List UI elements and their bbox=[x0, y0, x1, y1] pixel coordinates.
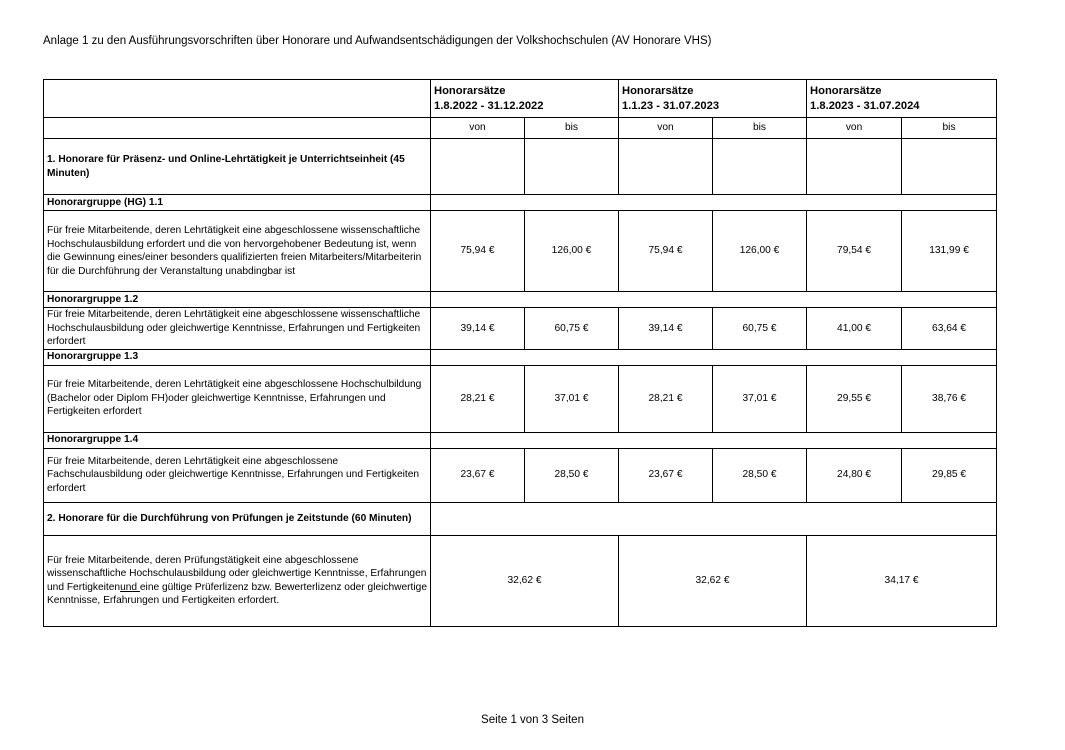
page-footer: Seite 1 von 3 Seiten bbox=[481, 714, 584, 726]
value-cell: 28,50 € bbox=[525, 448, 619, 502]
value-cell: 126,00 € bbox=[713, 211, 807, 292]
empty-cell bbox=[902, 139, 997, 195]
group-heading-row bbox=[44, 432, 997, 448]
value-cell: 23,67 € bbox=[619, 448, 713, 502]
empty-cell bbox=[713, 139, 807, 195]
period-2-range: 1.1.23 - 31.07.2023 bbox=[622, 99, 720, 112]
col-bis-2: bis bbox=[713, 118, 807, 139]
period-1-label: Honorarsätze bbox=[434, 85, 506, 97]
group-description: Für freie Mitarbeitende, deren Lehrtätigkeit eine abgeschlossene wissenschaftliche Hochschulausbildung oder gleichwertige Kenntnisse, Erfahrungen und Fertigkeiten erfordert bbox=[44, 308, 431, 350]
value-cell: 79,54 € bbox=[807, 211, 902, 292]
group-heading-row bbox=[44, 349, 997, 365]
value-cell: 28,21 € bbox=[431, 365, 525, 432]
group-values-row bbox=[44, 308, 997, 350]
value-cell: 23,67 € bbox=[431, 448, 525, 502]
document-title: Anlage 1 zu den Ausführungsvorschriften über Honorare und Aufwandsentschädigungen der Volkshochschulen (AV Honorare VHS) bbox=[43, 35, 712, 47]
section-1-title: 1. Honorare für Präsenz- und Online-Lehrtätigkeit je Unterrichtseinheit (45 Minuten) bbox=[44, 139, 431, 195]
value-cell: 63,64 € bbox=[902, 308, 997, 350]
empty-cell bbox=[525, 139, 619, 195]
header-empty-cell bbox=[44, 80, 431, 118]
period-header-2 bbox=[619, 80, 807, 118]
value-cell: 39,14 € bbox=[431, 308, 525, 350]
group-heading-row bbox=[44, 195, 997, 211]
value-cell: 75,94 € bbox=[619, 211, 713, 292]
empty-cell bbox=[431, 502, 997, 535]
period-header-row bbox=[44, 80, 997, 118]
col-bis-1: bis bbox=[525, 118, 619, 139]
empty-cell bbox=[807, 139, 902, 195]
empty-cell bbox=[431, 139, 525, 195]
value-cell: 60,75 € bbox=[525, 308, 619, 350]
group-heading-row bbox=[44, 292, 997, 308]
value-cell: 29,55 € bbox=[807, 365, 902, 432]
value-cell: 24,80 € bbox=[807, 448, 902, 502]
section-2-title: 2. Honorare für die Durchführung von Prüfungen je Zeitstunde (60 Minuten) bbox=[44, 502, 431, 535]
group-description: Für freie Mitarbeitende, deren Lehrtätigkeit eine abgeschlossene Hochschulbildung (Bachelor oder Diplom FH)oder gleichwertige Kenntnisse, Erfahrungen und Fertigkeiten erfordert bbox=[44, 365, 431, 432]
section-1-row bbox=[44, 139, 997, 195]
desc-part: eine gültige Prüferlizenz bzw. Bewerterlizenz oder gleichwertige Kenntnisse, Erfahrungen und Fertigkeiten erfordert. bbox=[47, 581, 427, 606]
group-values-row bbox=[44, 211, 997, 292]
empty-cell bbox=[619, 139, 713, 195]
period-3-label: Honorarsätze bbox=[810, 85, 882, 97]
value-cell: 38,76 € bbox=[902, 365, 997, 432]
desc-part: Für freie Mitarbeitende, deren Prüfungstätigkeit eine abgeschlossene wissenschaftliche Hochschulausbildung oder gleichwertige Kenntnisse, Erfahrungen und Fertigkeiten bbox=[47, 554, 427, 593]
group-name: Honorargruppe 1.2 bbox=[44, 292, 431, 308]
period-2-label: Honorarsätze bbox=[622, 85, 694, 97]
period-header-3 bbox=[807, 80, 997, 118]
col-von-3: von bbox=[807, 118, 902, 139]
period-1-range: 1.8.2022 - 31.12.2022 bbox=[434, 99, 544, 112]
group-values-row bbox=[44, 365, 997, 432]
value-cell: 131,99 € bbox=[902, 211, 997, 292]
value-cell: 37,01 € bbox=[713, 365, 807, 432]
value-cell: 126,00 € bbox=[525, 211, 619, 292]
group-name: Honorargruppe 1.4 bbox=[44, 432, 431, 448]
group-values-row bbox=[44, 448, 997, 502]
period-header-1 bbox=[431, 80, 619, 118]
exam-value-3: 34,17 € bbox=[807, 535, 997, 626]
value-cell: 41,00 € bbox=[807, 308, 902, 350]
value-cell: 37,01 € bbox=[525, 365, 619, 432]
value-cell: 28,50 € bbox=[713, 448, 807, 502]
value-cell: 60,75 € bbox=[713, 308, 807, 350]
honorar-table bbox=[43, 79, 997, 627]
empty-cell bbox=[431, 349, 997, 365]
section-2-row bbox=[44, 502, 997, 535]
section-2-description bbox=[44, 535, 431, 626]
empty-cell bbox=[431, 195, 997, 211]
von-bis-row bbox=[44, 118, 997, 139]
col-von-1: von bbox=[431, 118, 525, 139]
group-description: Für freie Mitarbeitende, deren Lehrtätigkeit eine abgeschlossene wissenschaftliche Hochschulausbildung erfordert und die von hervorgehobener Bedeutung ist, wenn die Gewinnung eines/einer besonders qualifizierten freien Mitarbeiters/Mitarbeiterin für die Durchführung der Veranstaltung unabdingbar ist bbox=[44, 211, 431, 292]
value-cell: 39,14 € bbox=[619, 308, 713, 350]
empty-cell bbox=[431, 432, 997, 448]
value-cell: 28,21 € bbox=[619, 365, 713, 432]
period-3-range: 1.8.2023 - 31.07.2024 bbox=[810, 99, 920, 112]
group-description: Für freie Mitarbeitende, deren Lehrtätigkeit eine abgeschlossene Fachschulausbildung oder gleichwertige Kenntnisse, Erfahrungen und Fertigkeiten erfordert bbox=[44, 448, 431, 502]
exam-value-2: 32,62 € bbox=[619, 535, 807, 626]
col-von-2: von bbox=[619, 118, 713, 139]
subheader-empty-cell bbox=[44, 118, 431, 139]
exam-value-1: 32,62 € bbox=[431, 535, 619, 626]
value-cell: 75,94 € bbox=[431, 211, 525, 292]
empty-cell bbox=[431, 292, 997, 308]
value-cell: 29,85 € bbox=[902, 448, 997, 502]
group-name: Honorargruppe (HG) 1.1 bbox=[44, 195, 431, 211]
col-bis-3: bis bbox=[902, 118, 997, 139]
section-2-values-row bbox=[44, 535, 997, 626]
desc-underlined: und bbox=[120, 581, 140, 593]
group-name: Honorargruppe 1.3 bbox=[44, 349, 431, 365]
